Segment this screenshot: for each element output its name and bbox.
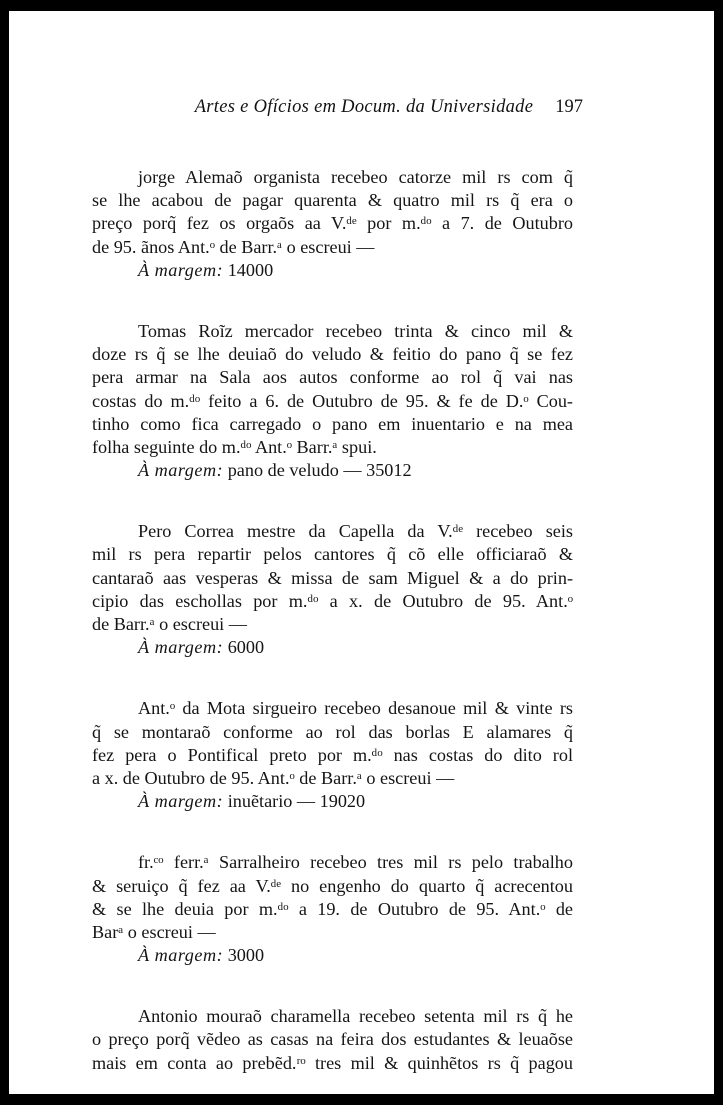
text-line: a x. de Outubro de 95. Ant.ᵒ de Barr.ᵃ o escreui — [92, 767, 455, 788]
text-line: fr.ᶜᵒ ferr.ᵃ Sarralheiro recebeo tres mil rs pelo trabalho [138, 852, 573, 873]
book-page [9, 11, 714, 1094]
text-line: & se lhe deuia por m.ᵈᵒ a 19. de Outubro de 95. Ant.ᵒ de [92, 898, 573, 919]
text-line: o preço porq̃ vẽdeo as casas na feira dos estudantes & leuaõse [92, 1029, 573, 1050]
margin-note [92, 944, 573, 967]
text-line: folha seguinte do m.ᵈᵒ Ant.ᵒ Barr.ᵃ spui. [92, 436, 377, 457]
text-line: Barᵃ o escreui — [92, 921, 216, 942]
margin-note [92, 636, 573, 659]
document-body [92, 166, 573, 1075]
margin-label: À margem: [138, 460, 224, 481]
running-title: Artes e Ofícios em Docum. da Universidade [194, 97, 534, 117]
text-line: q̃ se montaraõ conforme ao rol das borlas E alamares q̃ [92, 721, 573, 742]
text-line: & seruiço q̃ fez aa V.ᵈᵉ no engenho do quarto q̃ acrecentou [92, 875, 573, 896]
entry [92, 851, 573, 967]
text-line: mais em conta ao prebẽd.ʳᵒ tres mil & quinhẽtos rs q̃ pagou [92, 1052, 573, 1073]
entry [92, 1005, 573, 1075]
text-line: pera armar na Sala aos autos conforme ao rol q̃ vai nas [92, 367, 573, 388]
entry [92, 320, 573, 482]
margin-value: inuẽtario — 19020 [227, 791, 366, 812]
margin-label: À margem: [138, 637, 224, 658]
margin-value: 14000 [227, 259, 274, 280]
text-line: costas do m.ᵈᵒ feito a 6. de Outubro de 95. & fe de D.ᵒ Cou- [92, 390, 573, 411]
margin-label: À margem: [138, 945, 224, 966]
margin-note [92, 259, 573, 282]
margin-note [92, 459, 573, 482]
text-line: cipio das eschollas por m.ᵈᵒ a x. de Outubro de 95. Ant.ᵒ [92, 590, 573, 611]
text-line: cantaraõ aas vesperas & missa de sam Miguel & a do prin- [92, 567, 573, 588]
margin-value: 6000 [227, 637, 265, 658]
text-line: se lhe acabou de pagar quarenta & quatro mil rs q̃ era o [92, 190, 573, 211]
margin-value: 3000 [227, 945, 265, 966]
entry [92, 520, 573, 659]
margin-value: pano de veludo — 35012 [227, 460, 412, 481]
text-line: de 95. ãnos Ant.ᵒ de Barr.ᵃ o escreui — [92, 236, 375, 257]
text-line: preço porq̃ fez os orgaõs aa V.ᵈᵉ por m.ᵈᵒ a 7. de Outubro [92, 213, 573, 234]
text-line: Antonio mouraõ charamella recebeo setenta mil rs q̃ he [138, 1006, 573, 1027]
text-line: de Barr.ᵃ o escreui — [92, 614, 247, 634]
margin-label: À margem: [138, 259, 224, 280]
entry [92, 166, 573, 282]
text-line: mil rs pera repartir pelos cantores q̃ cõ elle officiaraõ & [92, 544, 573, 565]
page-number: 197 [555, 97, 583, 117]
text-line: fez pera o Pontifical preto por m.ᵈᵒ nas costas do dito rol [92, 744, 573, 765]
text-line: doze rs q̃ se lhe deuiaõ do veludo & feitio do pano q̃ se fez [92, 344, 573, 365]
entry [92, 697, 573, 813]
text-line: Tomas Roĩz mercador recebeo trinta & cinco mil & [138, 320, 573, 341]
running-header [9, 97, 583, 118]
text-line: jorge Alemaõ organista recebeo catorze mil rs com q̃ [138, 167, 573, 187]
margin-label: À margem: [138, 791, 224, 812]
margin-note [92, 790, 573, 813]
text-line: Ant.ᵒ da Mota sirgueiro recebeo desanoue mil & vinte rs [138, 698, 573, 719]
text-line: tinho como fica carregado o pano em inuentario e na mea [92, 413, 573, 434]
text-line: Pero Correa mestre da Capella da V.ᵈᵉ recebeo seis [138, 521, 573, 542]
